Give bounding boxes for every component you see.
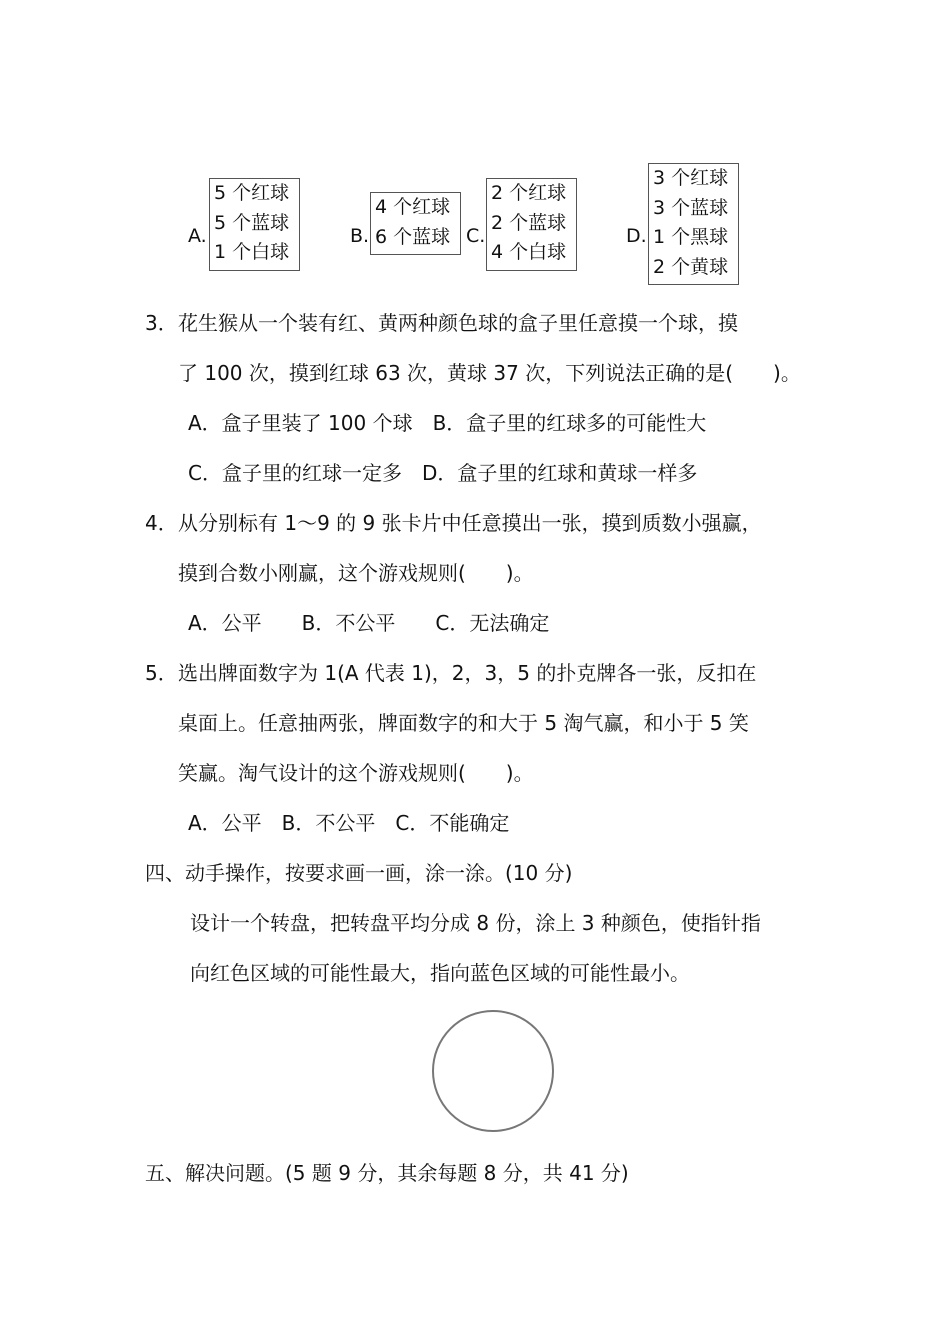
option-d-line: 2 个黄球 [653, 255, 729, 278]
q4-text-line: 摸到合数小刚赢，这个游戏规则( )。 [178, 561, 534, 585]
option-a-line: 5 个红球 [214, 182, 290, 204]
section4-instruction-line: 向红色区域的可能性最大，指向蓝色区域的可能性最小。 [190, 961, 690, 985]
option-b-line: 6 个蓝球 [375, 225, 451, 248]
q5-text-line: 笑赢。淘气设计的这个游戏规则( )。 [178, 761, 534, 785]
q3-number: 3． [145, 311, 178, 335]
option-b-letter[interactable]: B. [350, 225, 370, 247]
q3-options-row[interactable]: C．盒子里的红球一定多 D．盒子里的红球和黄球一样多 [188, 461, 698, 485]
q4-number: 4． [145, 511, 178, 535]
option-a-box[interactable] [209, 178, 300, 271]
option-c-letter[interactable]: C. [466, 225, 486, 247]
option-b-line: 4 个红球 [375, 196, 451, 218]
q5-options-row[interactable]: A．公平 B．不公平 C．不能确定 [188, 811, 510, 835]
q3-text-line: 花生猴从一个装有红、黄两种颜色球的盒子里任意摸一个球，摸 [178, 311, 738, 335]
spinner-circle-drawing-area[interactable] [432, 1010, 554, 1132]
option-d-line: 3 个蓝球 [653, 196, 729, 219]
q5-number: 5． [145, 661, 178, 685]
q5-text-line: 桌面上。任意抽两张，牌面数字的和大于 5 淘气赢，和小于 5 笑 [178, 711, 749, 735]
option-d-box[interactable] [648, 163, 739, 285]
q4-text-line: 从分别标有 1～9 的 9 张卡片中任意摸出一张，摸到质数小强赢， [178, 511, 762, 535]
q5-text-line: 选出牌面数字为 1(A 代表 1)，2，3，5 的扑克牌各一张，反扣在 [178, 661, 757, 685]
section4-heading: 四、动手操作，按要求画一画，涂一涂。(10 分) [145, 861, 573, 885]
q3-text-line: 了 100 次，摸到红球 63 次，黄球 37 次，下列说法正确的是( )。 [178, 361, 801, 385]
option-c-line: 4 个白球 [491, 241, 567, 263]
option-a-line: 1 个白球 [214, 241, 290, 263]
option-c-line: 2 个红球 [491, 182, 567, 204]
section5-heading: 五、解决问题。(5 题 9 分，其余每题 8 分，共 41 分) [145, 1161, 629, 1185]
option-a-line: 5 个蓝球 [214, 211, 290, 234]
section4-instruction-line: 设计一个转盘，把转盘平均分成 8 份，涂上 3 种颜色，使指针指 [190, 911, 761, 935]
option-d-line: 3 个红球 [653, 167, 729, 189]
option-b-box[interactable] [370, 192, 461, 255]
option-d-letter[interactable]: D. [626, 225, 647, 247]
q3-options-row[interactable]: A．盒子里装了 100 个球 B．盒子里的红球多的可能性大 [188, 411, 707, 435]
option-d-line: 1 个黑球 [653, 226, 729, 248]
option-c-line: 2 个蓝球 [491, 211, 567, 234]
option-a-letter[interactable]: A. [188, 225, 207, 247]
option-c-box[interactable] [486, 178, 577, 271]
q4-options-row[interactable]: A．公平 B．不公平 C．无法确定 [188, 611, 550, 635]
